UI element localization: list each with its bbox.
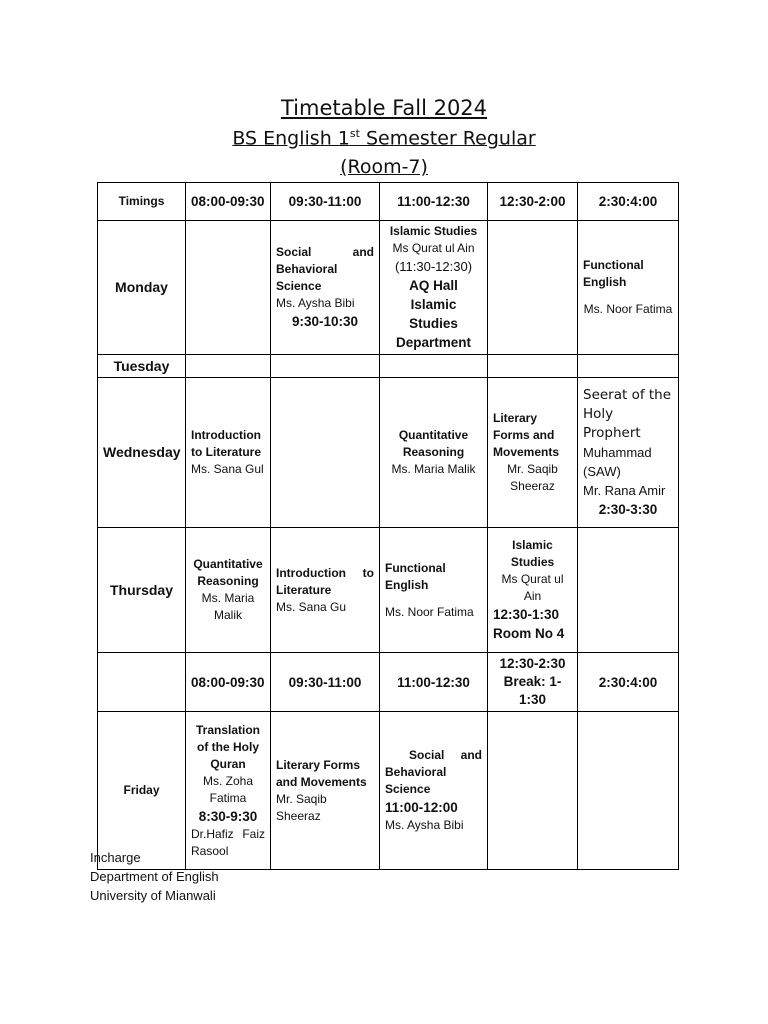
empty-cell [578, 528, 679, 653]
footer-line: University of Mianwali [90, 888, 216, 903]
timetable [97, 182, 679, 870]
subtitle-text-end: Semester Regular [359, 127, 536, 150]
class-cell [186, 528, 271, 653]
class-time: 12:30-1:30 [493, 607, 560, 622]
header-cell: Timings [98, 183, 186, 221]
teacher-name: Ms. Aysha Bibi [385, 818, 464, 832]
class-cell [186, 378, 271, 528]
teacher-name: Ms. Maria Malik [201, 591, 255, 622]
table-row [98, 221, 679, 355]
course-name: Islamic Studies [510, 538, 555, 569]
teacher-name: Mr. Saqib Sheeraz [276, 791, 327, 823]
friday-header-row [98, 653, 679, 712]
course-name: Functional English [385, 560, 446, 592]
footer [90, 848, 219, 905]
class-venue: AQ Hall Islamic Studies Department [395, 278, 471, 350]
teacher-name: Mr. Rana Amir [583, 483, 666, 498]
teacher-name: Ms. Noor Fatima [583, 302, 673, 316]
footer-line: Department of English [90, 869, 219, 884]
table-row [98, 378, 679, 528]
class-cell [488, 378, 578, 528]
course-name: Social and Behavioral Science [385, 748, 482, 796]
footer-line: Incharge [90, 850, 141, 865]
course-name: Quantitative Reasoning [193, 557, 263, 588]
teacher-name: Ms. Maria Malik [391, 462, 476, 476]
class-time: (11:30-12:30) [394, 259, 473, 274]
empty-cell [578, 712, 679, 870]
course-name: Literary Forms and Movements [493, 411, 560, 459]
table-header-row [98, 183, 679, 221]
course-name: Seerat of the Holy Prophert [583, 387, 672, 441]
teacher-name: Ms. Sana Gul [191, 462, 264, 476]
day-cell: Thursday [98, 528, 186, 653]
course-name: Introduction to Literature [191, 428, 262, 459]
class-cell [186, 712, 271, 870]
course-name: Translation of the Holy Quran [195, 722, 260, 771]
class-venue: Room No 4 [493, 626, 565, 641]
empty-cell [488, 355, 578, 378]
day-cell: Wednesday [98, 378, 186, 528]
class-time: 9:30-10:30 [291, 314, 359, 329]
course-name: Literary Forms and Movements [276, 757, 367, 789]
day-cell: Tuesday [98, 355, 186, 378]
table-row [98, 528, 679, 653]
header-cell: 2:30:4:00 [578, 183, 679, 221]
header-cell: 08:00-09:30 [186, 653, 271, 712]
teacher-name-2: Dr.Hafiz Faiz Rasool [191, 826, 265, 858]
header-cell: 12:30-2:00 [488, 183, 578, 221]
teacher-name: Ms. Aysha Bibi [276, 296, 355, 310]
course-name: Functional English [583, 258, 644, 289]
class-time: 8:30-9:30 [198, 808, 258, 824]
subtitle-text: BS English 1 [232, 127, 350, 150]
header-cell: 09:30-11:00 [271, 653, 380, 712]
empty-cell [271, 355, 380, 378]
class-time: 11:00-12:00 [385, 800, 458, 815]
course-name: Quantitative Reasoning [398, 428, 469, 459]
teacher-name: Mr. Saqib Sheeraz [507, 462, 558, 493]
course-name-continued: Muhammad (SAW) [583, 445, 652, 479]
header-cell: 12:30-2:30 Break: 1-1:30 [488, 653, 578, 712]
table-row [98, 355, 679, 378]
class-cell [271, 221, 380, 355]
course-name: Social and Behavioral Science [276, 245, 374, 293]
header-cell: 08:00-09:30 [186, 183, 271, 221]
class-cell [380, 712, 488, 870]
table-row [98, 712, 679, 870]
empty-cell [488, 221, 578, 355]
day-cell: Monday [98, 221, 186, 355]
subtitle-superscript: st [349, 127, 360, 140]
teacher-name: Ms. Sana Gu [276, 599, 347, 614]
class-cell [578, 378, 679, 528]
class-cell [380, 378, 488, 528]
page-title: Timetable Fall 2024 [280, 96, 488, 120]
teacher-name: Ms. Zoha Fatima [202, 773, 253, 805]
empty-cell [186, 355, 271, 378]
header-cell: 11:00-12:30 [380, 653, 488, 712]
teacher-name: Ms Qurat ul Ain [392, 241, 475, 255]
header-cell: 09:30-11:00 [271, 183, 380, 221]
empty-cell [578, 355, 679, 378]
teacher-name: Ms Qurat ul Ain [501, 572, 564, 603]
empty-cell [271, 378, 380, 528]
class-cell [578, 221, 679, 355]
class-cell [271, 528, 380, 653]
class-cell [271, 712, 380, 870]
day-cell: Friday [98, 712, 186, 870]
class-cell [488, 528, 578, 653]
page-subtitle [0, 127, 768, 149]
course-name: Introduction to Literature [276, 565, 374, 597]
empty-cell [98, 653, 186, 712]
class-cell [380, 528, 488, 653]
header-cell: 2:30:4:00 [578, 653, 679, 712]
empty-cell [186, 221, 271, 355]
class-cell [380, 221, 488, 355]
course-name: Islamic Studies [389, 224, 478, 238]
empty-cell [380, 355, 488, 378]
empty-cell [488, 712, 578, 870]
room-label: (Room-7) [340, 156, 428, 178]
header-cell: 11:00-12:30 [380, 183, 488, 221]
class-time: 2:30-3:30 [598, 502, 658, 517]
teacher-name: Ms. Noor Fatima [385, 604, 474, 619]
